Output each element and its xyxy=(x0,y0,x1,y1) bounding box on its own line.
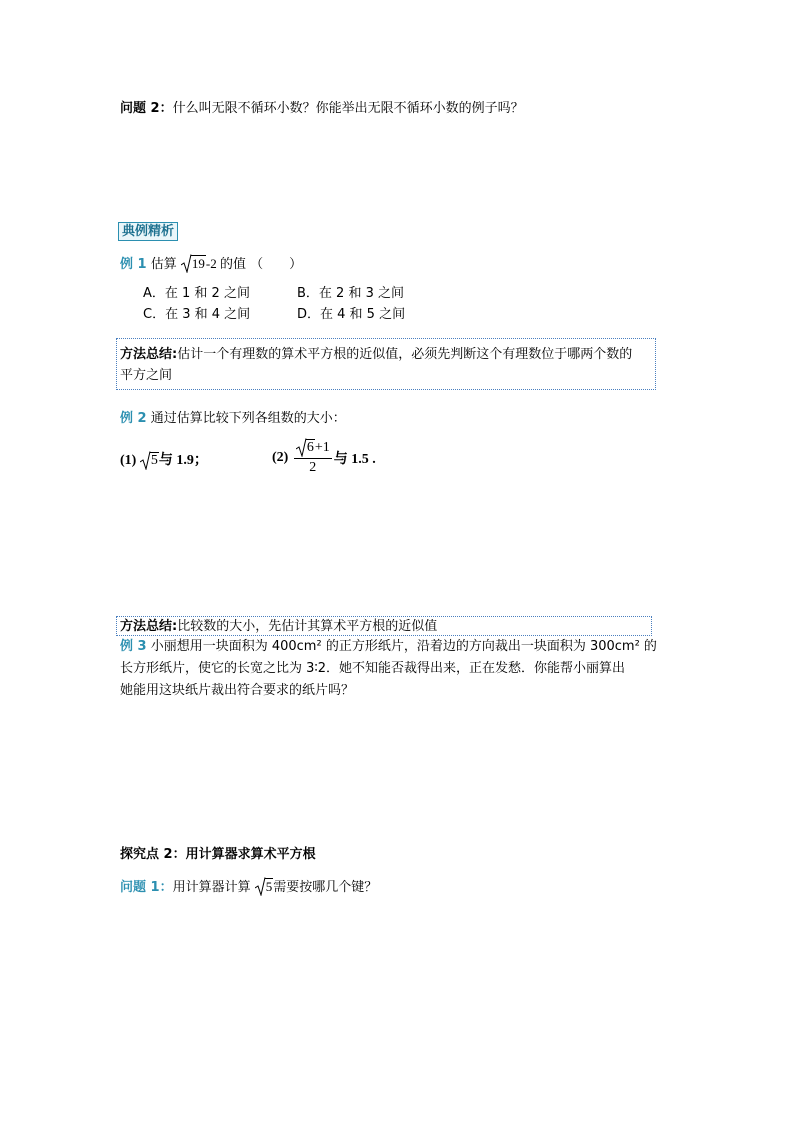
part-1-rest: 与 1.9； xyxy=(158,453,208,468)
explore-point-2-title: 探究点 2：用计算器求算术平方根 xyxy=(120,847,316,862)
example-1-label: 例 1 xyxy=(120,257,147,272)
example-2-part-2 xyxy=(272,439,376,477)
example-2-text: 通过估算比较下列各组数的大小： xyxy=(150,411,346,426)
question-2 xyxy=(120,100,524,118)
method-summary-1-line1 xyxy=(120,346,632,364)
option-d: D．在 4 和 5 之间 xyxy=(297,307,406,322)
example-3-line1 xyxy=(120,638,657,656)
question-1-pre: 用计算器计算 xyxy=(172,880,251,895)
sqrt-6-radicand: 6 xyxy=(306,440,314,455)
example-3-line3: 她能用这块纸片裁出符合要求的纸片吗？ xyxy=(120,683,355,698)
option-c: C．在 3 和 4 之间 xyxy=(143,307,251,322)
method-summary-1-text1: 估计一个有理数的算术平方根的近似值，必须先判断这个有理数位于哪两个数的 xyxy=(177,347,633,362)
option-b: B．在 2 和 3 之间 xyxy=(297,286,404,301)
section-badge: 典例精析 xyxy=(118,222,178,241)
example-2-part-1 xyxy=(120,452,208,470)
fraction-denominator: 2 xyxy=(309,460,317,475)
sqrt-19 xyxy=(181,255,206,273)
example-1-post: -2 的值 xyxy=(205,256,246,271)
question-1 xyxy=(120,878,377,897)
sqrt-5-calc-radicand: 5 xyxy=(265,879,273,894)
example-3-label: 例 3 xyxy=(120,639,147,654)
example-1-pre: 估算 xyxy=(150,257,177,272)
method-summary-1-line2: 平方之间 xyxy=(120,368,173,383)
part-2-rest: 与 1.5 . xyxy=(333,452,376,467)
radical-sign-icon xyxy=(181,254,192,273)
numerator-rest: +1 xyxy=(314,440,330,455)
radical-sign-icon xyxy=(255,877,266,896)
example-1 xyxy=(120,255,302,274)
question-1-label: 问题 1： xyxy=(120,880,173,895)
method-summary-2-label: 方法总结: xyxy=(120,619,178,634)
sqrt-6 xyxy=(296,439,315,457)
radical-sign-icon xyxy=(296,438,307,457)
sqrt-5 xyxy=(140,452,159,470)
example-3-text1: 小丽想用一块面积为 400cm² 的正方形纸片，沿着边的方向裁出一块面积为 300cm² 的 xyxy=(150,639,657,654)
method-summary-2 xyxy=(120,618,437,636)
question-2-text: 什么叫无限不循环小数？你能举出无限不循环小数的例子吗？ xyxy=(172,101,524,116)
method-summary-2-text: 比较数的大小，先估计其算术平方根的近似值 xyxy=(177,619,438,634)
example-1-paren: （ ） xyxy=(250,257,303,272)
question-2-label: 问题 2： xyxy=(120,101,173,116)
sqrt-19-radicand: 19 xyxy=(191,256,205,271)
radical-sign-icon xyxy=(140,451,151,470)
example-2-label: 例 2 xyxy=(120,411,147,426)
fraction xyxy=(294,439,332,477)
fraction-numerator xyxy=(294,439,332,459)
sqrt-5-calc xyxy=(255,878,274,896)
question-1-post: 需要按哪几个键？ xyxy=(273,880,378,895)
example-3-line2: 长方形纸片，使它的长宽之比为 3∶2．她不知能否裁得出来，正在发愁．你能帮小丽算出 xyxy=(120,661,626,676)
example-2 xyxy=(120,410,346,428)
part-2-number: (2) xyxy=(272,450,289,465)
sqrt-5-radicand: 5 xyxy=(150,453,158,468)
method-summary-1-label: 方法总结: xyxy=(120,347,178,362)
part-1-number: (1) xyxy=(120,453,137,468)
option-a: A．在 1 和 2 之间 xyxy=(143,286,250,301)
